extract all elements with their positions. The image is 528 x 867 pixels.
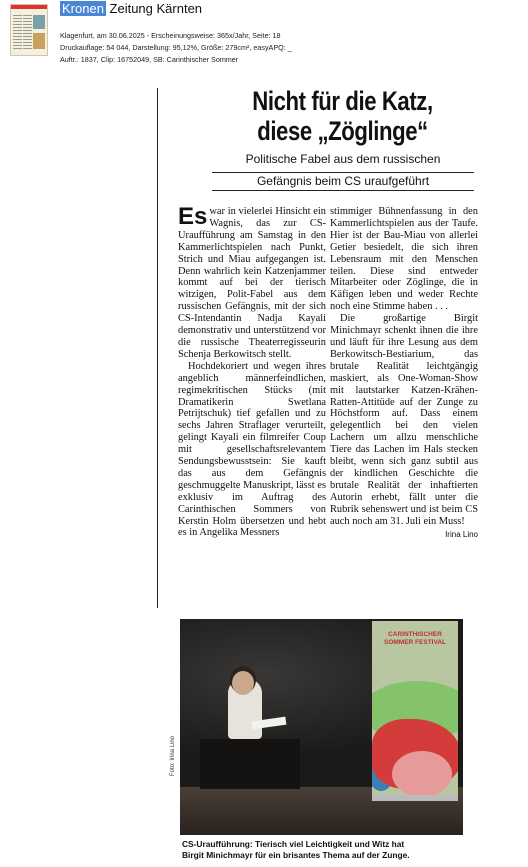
- publication-title-highlight: Kronen: [62, 1, 104, 16]
- article-column-1: [178, 203, 326, 539]
- article-column-2: [330, 206, 478, 541]
- author-byline: Irina Lino: [445, 530, 478, 540]
- headline: [197, 86, 488, 146]
- paragraph-2: Hochdekoriert und wegen ihres angeblich männerfeindlichen, regimekritischen Stücks (mit Dramatikerin Swetlana Petrijtschuk) tief gefallen und zu sechs Jahren Straflager verurteilt, gelingt Kayali ein filmreifer Coup mit gesellschaftsrelevantem Sendungsbewusstsein: Sie kauft das aus dem Gefängnis geschmuggelte Manuskript, lässt es exklusiv im Auftrag des Carinthischen Sommers von Kerstin Holm übersetzen und hebt es in Angelika Messners: [178, 360, 326, 539]
- caption-line-2: Birgit Minichmayr für ein brisantes Thema auf der Zunge.: [182, 850, 410, 860]
- headline-line-2: diese „Zöglinge“: [257, 116, 428, 146]
- photo-credit: Foto: Irina Lino: [170, 735, 176, 776]
- drop-cap: Es: [178, 203, 208, 230]
- paragraph-3: stimmiger Bühnenfassung in den Kammerlichtspielen aus der Taufe. Hier ist der Bau-Miau von allerlei Getier besiedelt, die sich ihren Lebensraum mit den Menschen teilen. Diese sind entweder Mitarbeiter oder Zöglinge, die in Käfigen leben und weder Rechte noch eine Stimme haben . . .: [330, 206, 478, 313]
- headline-line-1: Nicht für die Katz,: [252, 86, 433, 116]
- publication-title-rest: Zeitung Kärnten: [105, 1, 203, 16]
- subheadline-line-2: Gefängnis beim CS uraufgeführt: [212, 172, 474, 191]
- meta-line-2: Druckauflage: 54 044, Darstellung: 95,12%, Größe: 279cm², easyAPQ: _: [60, 43, 292, 52]
- festival-banner: [372, 621, 458, 797]
- banner-text: CARINTHISCHER SOMMER FESTIVAL: [384, 631, 446, 646]
- subheadline-line-1: Politische Fabel aus dem russischen: [245, 152, 441, 166]
- caption-line-1: CS-Uraufführung: Tierisch viel Leichtigkeit und Witz hat: [182, 839, 405, 849]
- article-photo: [180, 619, 463, 835]
- column-divider: [157, 88, 158, 608]
- paragraph-4: Die großartige Birgit Minichmayr schenkt ihnen die ihre und läuft für ihre Lesung aus dem Berkowitsch-Bestiarium, das brutale Realität leichtgängig maskiert, als One-Woman-Show mit lautstarker Katzen-Krähen-Ratten-Attitüde auf der Zunge zu Höchstform auf. Dass einem gelegentlich bei den vielen Lachern um allzu menschliche Tiere das Lachen im Hals stecken bleibt, wenn sich ganz subtil aus der kindlichen Geschichte die brutale Realität der inhaftierten Autorin erhebt, fällt unter die Rubrik sehenswert und ist beim CS auch noch am 31. Juli ein Muss!: [330, 313, 478, 527]
- page-thumbnail[interactable]: [10, 4, 48, 56]
- meta-line-1: Klagenfurt, am 30.06.2025 - Erscheinungsweise: 365x/Jahr, Seite: 18: [60, 31, 281, 40]
- meta-line-3: Auftr.: 1837, Clip: 16752049, SB: Carinthischer Sommer: [60, 55, 239, 64]
- paragraph-1: war in vielerlei Hinsicht ein Wagnis, das zur CS-Uraufführung am Samstag in den Kammerlichtspielen nach Punkt, Strich und Miau aufgegangen ist. Denn wahrlich kein Katzenjammer kommt auf bei der tierisch witzigen, Polit-Fabel aus dem russischen Gefängnis, mit der sich CS-Intendantin Nadja Kayali demonstrativ und unterstützend vor die russische Theaterregisseurin Schenja Berkowitsch stellt.: [178, 206, 326, 360]
- publication-title: [60, 1, 202, 16]
- photo-caption: [182, 839, 472, 861]
